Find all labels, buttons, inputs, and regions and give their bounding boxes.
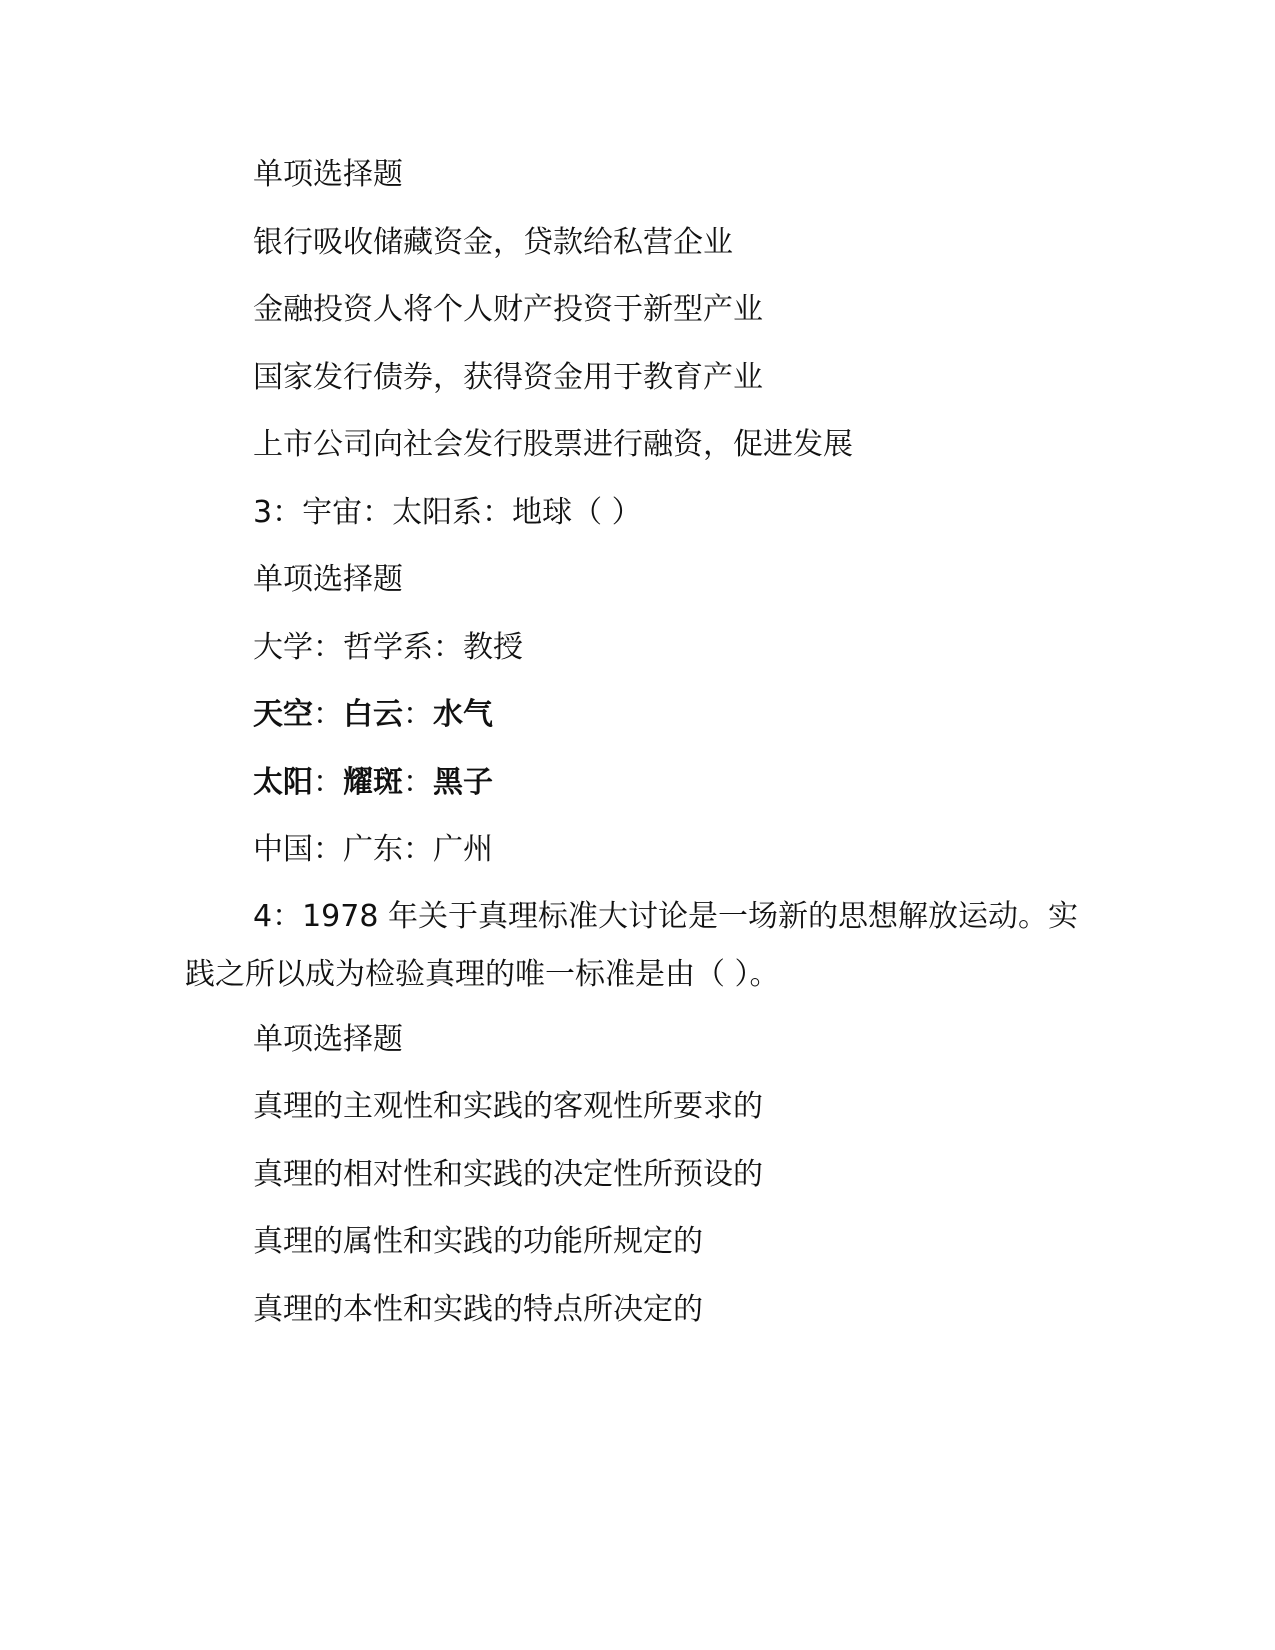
option-b: 真理的相对性和实践的决定性所预设的 bbox=[253, 1157, 763, 1192]
option-c: 国家发行债券，获得资金用于教育产业 bbox=[253, 360, 763, 395]
option-word: 水气 bbox=[433, 697, 493, 732]
option-a: 银行吸收储藏资金，贷款给私营企业 bbox=[253, 225, 733, 260]
option-c: 真理的属性和实践的功能所规定的 bbox=[253, 1224, 703, 1259]
option-b bbox=[253, 695, 493, 735]
option-separator: ： bbox=[313, 765, 343, 800]
option-b: 金融投资人将个人财产投资于新型产业 bbox=[253, 292, 763, 327]
question-stem: 3：宇宙：太阳系：地球（ ） bbox=[253, 495, 642, 530]
option-word: 天空 bbox=[253, 697, 313, 732]
option-separator: ： bbox=[313, 697, 343, 732]
option-a: 真理的主观性和实践的客观性所要求的 bbox=[253, 1089, 763, 1124]
question-stem: 4：1978 年关于真理标准大讨论是一场新的思想解放运动。实践之所以成为检验真理的唯一标准是由（ ）。 bbox=[185, 899, 1078, 992]
option-word: 太阳 bbox=[253, 765, 313, 800]
option-separator: ： bbox=[403, 765, 433, 800]
option-c bbox=[253, 763, 493, 803]
question-type-label: 单项选择题 bbox=[253, 562, 403, 597]
option-d: 中国：广东：广州 bbox=[253, 832, 493, 867]
option-word: 耀斑 bbox=[343, 765, 403, 800]
option-d: 上市公司向社会发行股票进行融资，促进发展 bbox=[253, 427, 853, 462]
question-type-label: 单项选择题 bbox=[253, 1022, 403, 1057]
option-separator: ： bbox=[403, 697, 433, 732]
question-type-label: 单项选择题 bbox=[253, 157, 403, 192]
option-a: 大学：哲学系：教授 bbox=[253, 630, 523, 665]
option-word: 黑子 bbox=[433, 765, 493, 800]
option-word: 白云 bbox=[343, 697, 403, 732]
option-d: 真理的本性和实践的特点所决定的 bbox=[253, 1292, 703, 1327]
